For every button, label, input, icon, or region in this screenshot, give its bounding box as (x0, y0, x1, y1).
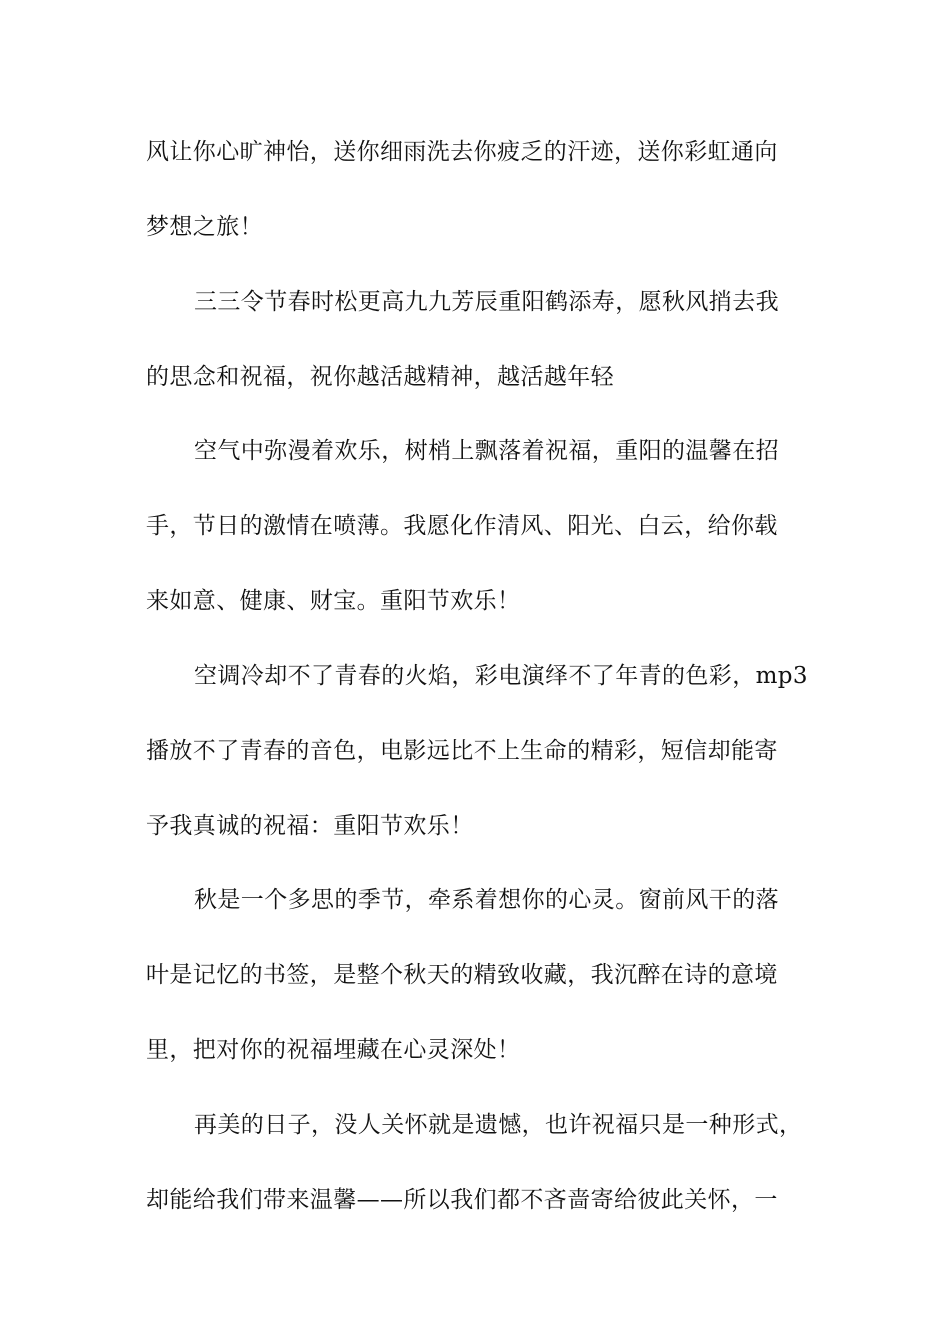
text-line-6: 手，节日的激情在喷薄。我愿化作清风、阳光、白云，给你载 (146, 513, 778, 539)
text-line-8: 空调冷却不了青春的火焰，彩电演绎不了年青的色彩，mp3 (194, 663, 808, 689)
text-line-12: 叶是记忆的书签，是整个秋天的精致收藏，我沉醉在诗的意境 (146, 962, 778, 988)
text-line-3: 三三令节春时松更高九九芳辰重阳鹤添寿，愿秋风捎去我 (194, 289, 779, 315)
text-line-1: 风让你心旷神怡，送你细雨洗去你疲乏的汗迹，送你彩虹通向 (146, 139, 778, 165)
text-line-13: 里，把对你的祝福埋藏在心灵深处！ (146, 1037, 521, 1063)
text-line-15: 却能给我们带来温馨——所以我们都不吝啬寄给彼此关怀，一 (146, 1187, 778, 1213)
text-line-10: 予我真诚的祝福：重阳节欢乐！ (146, 813, 474, 839)
text-line-5: 空气中弥漫着欢乐，树梢上飘落着祝福，重阳的温馨在招 (194, 438, 779, 464)
text-line-7: 来如意、健康、财宝。重阳节欢乐！ (146, 588, 521, 614)
text-line-9: 播放不了青春的音色，电影远比不上生命的精彩，短信却能寄 (146, 738, 778, 764)
text-line-2: 梦想之旅！ (146, 214, 263, 240)
text-line-14: 再美的日子，没人关怀就是遗憾，也许祝福只是一种形式， (194, 1112, 803, 1138)
text-line-11: 秋是一个多思的季节，牵系着想你的心灵。窗前风干的落 (194, 887, 779, 913)
text-line-4: 的思念和祝福，祝你越活越精神，越活越年轻 (146, 364, 614, 390)
